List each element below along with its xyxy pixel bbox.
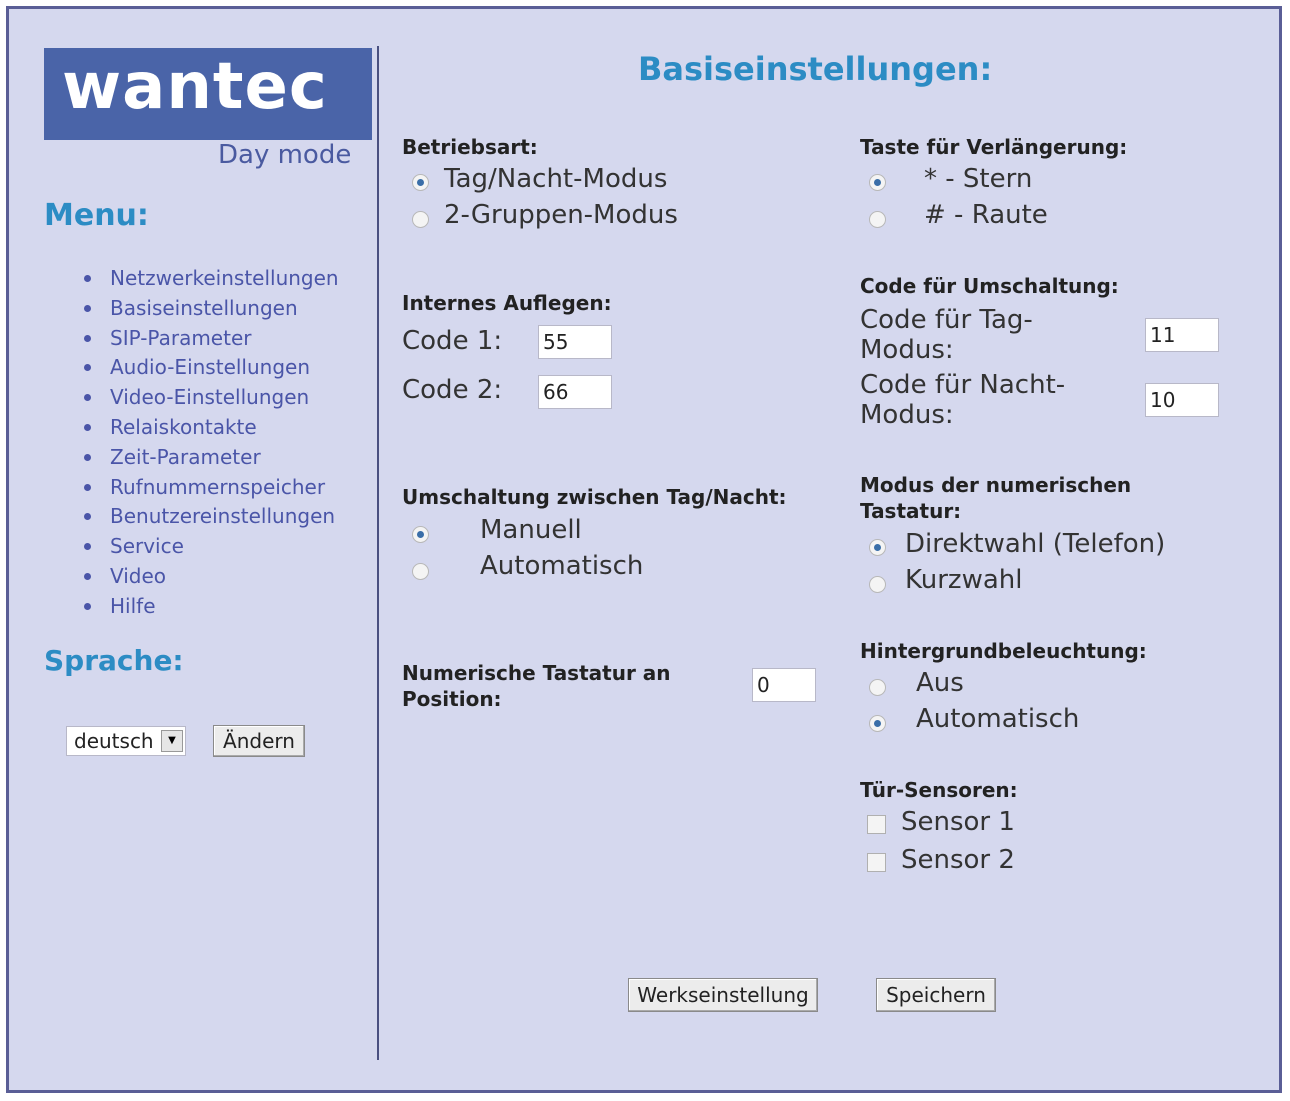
beleuchtung-automatisch-radio[interactable] xyxy=(869,715,886,732)
menu-list xyxy=(78,264,339,622)
betriebsart-label: Betriebsart: xyxy=(402,135,538,159)
menu-link[interactable]: Video xyxy=(110,563,167,588)
code2-label: Code 2: xyxy=(402,375,503,405)
menu-link[interactable]: Basiseinstellungen xyxy=(110,295,298,320)
language-select-value: deutsch xyxy=(74,729,154,753)
dropdown-arrow-icon[interactable]: ▼ xyxy=(161,730,183,752)
menu-item-sip-parameter[interactable] xyxy=(78,324,339,354)
betriebsart-tag-nacht-label: Tag/Nacht-Modus xyxy=(444,164,668,194)
code-tag-label: Code für Tag-Modus: xyxy=(860,305,1033,365)
verlaengerung-raute-radio[interactable] xyxy=(869,211,886,228)
language-select[interactable] xyxy=(66,726,186,756)
menu-item-video[interactable] xyxy=(78,562,339,592)
save-button[interactable]: Speichern xyxy=(876,978,996,1012)
umschaltung-automatisch-label: Automatisch xyxy=(480,551,644,581)
verlaengerung-stern-label: * - Stern xyxy=(924,164,1033,194)
menu-link[interactable]: Rufnummernspeicher xyxy=(110,474,326,499)
bullet-icon xyxy=(84,484,91,491)
menu-item-netzwerkeinstellungen[interactable] xyxy=(78,264,339,294)
betriebsart-tag-nacht-radio[interactable] xyxy=(412,174,429,191)
tastatur-direktwahl-label: Direktwahl (Telefon) xyxy=(905,529,1166,559)
auflegen-label: Internes Auflegen: xyxy=(402,291,612,315)
menu-item-hilfe[interactable] xyxy=(78,592,339,622)
menu-link[interactable]: Netzwerkeinstellungen xyxy=(110,266,339,290)
language-heading: Sprache: xyxy=(44,644,184,677)
sensor-2-checkbox[interactable] xyxy=(867,853,886,872)
menu-item-service[interactable] xyxy=(78,532,339,562)
verlaengerung-label: Taste für Verlängerung: xyxy=(860,135,1128,159)
tastatur-position-input[interactable]: 0 xyxy=(752,668,816,702)
menu-link[interactable]: Video-Einstellungen xyxy=(110,385,310,410)
sensor-1-checkbox[interactable] xyxy=(867,815,886,834)
sensor-1-label: Sensor 1 xyxy=(901,807,1015,837)
umschaltung-manuell-radio[interactable] xyxy=(412,526,429,543)
bullet-icon xyxy=(84,603,91,610)
code-tag-input[interactable]: 11 xyxy=(1145,318,1219,352)
menu-item-zeit-parameter[interactable] xyxy=(78,443,339,473)
menu-link[interactable]: Service xyxy=(110,534,184,559)
bullet-icon xyxy=(84,513,91,520)
bullet-icon xyxy=(84,543,91,550)
menu-link[interactable]: Zeit-Parameter xyxy=(110,444,261,469)
tastatur-kurzwahl-radio[interactable] xyxy=(869,576,886,593)
bullet-icon xyxy=(84,305,91,312)
page-title: Basiseinstellungen: xyxy=(638,50,993,88)
beleuchtung-aus-label: Aus xyxy=(916,668,964,698)
umschaltung-automatisch-radio[interactable] xyxy=(412,563,429,580)
bullet-icon xyxy=(84,275,91,282)
tastatur-modus-label: Modus der numerischen Tastatur: xyxy=(860,473,1132,523)
umschaltung-label: Umschaltung zwischen Tag/Nacht: xyxy=(402,485,787,509)
menu-item-video-einstellungen[interactable] xyxy=(78,383,339,413)
factory-reset-button[interactable]: Werkseinstellung xyxy=(628,978,818,1012)
umschaltung-manuell-label: Manuell xyxy=(480,515,582,545)
bullet-icon xyxy=(84,335,91,342)
bullet-icon xyxy=(84,573,91,580)
menu-heading: Menu: xyxy=(44,198,149,233)
logo: wantec xyxy=(62,50,328,124)
sensor-2-label: Sensor 2 xyxy=(901,845,1015,875)
code2-input[interactable]: 66 xyxy=(538,375,612,409)
menu-item-rufnummernspeicher[interactable] xyxy=(78,473,339,503)
beleuchtung-aus-radio[interactable] xyxy=(869,679,886,696)
bullet-icon xyxy=(84,394,91,401)
code-nacht-label: Code für Nacht-Modus: xyxy=(860,370,1066,430)
betriebsart-2-gruppen-label: 2-Gruppen-Modus xyxy=(444,200,678,230)
day-mode-label: Day mode xyxy=(218,140,352,170)
bullet-icon xyxy=(84,424,91,431)
beleuchtung-label: Hintergrundbeleuchtung: xyxy=(860,639,1147,663)
code-nacht-input[interactable]: 10 xyxy=(1145,383,1219,417)
sidebar-divider xyxy=(377,46,379,1060)
betriebsart-2-gruppen-radio[interactable] xyxy=(412,211,429,228)
menu-item-relaiskontakte[interactable] xyxy=(78,413,339,443)
menu-item-audio-einstellungen[interactable] xyxy=(78,353,339,383)
verlaengerung-stern-radio[interactable] xyxy=(869,174,886,191)
tastatur-kurzwahl-label: Kurzwahl xyxy=(905,565,1023,595)
tastatur-direktwahl-radio[interactable] xyxy=(869,539,886,556)
code1-input[interactable]: 55 xyxy=(538,325,612,359)
menu-link[interactable]: SIP-Parameter xyxy=(110,325,252,350)
beleuchtung-automatisch-label: Automatisch xyxy=(916,704,1080,734)
menu-link[interactable]: Benutzereinstellungen xyxy=(110,504,336,529)
verlaengerung-raute-label: # - Raute xyxy=(924,200,1048,230)
tastatur-position-label: Numerische Tastatur an Position: xyxy=(402,661,671,711)
menu-link[interactable]: Audio-Einstellungen xyxy=(110,355,311,380)
code-umschaltung-label: Code für Umschaltung: xyxy=(860,274,1119,298)
menu-link[interactable]: Relaiskontakte xyxy=(110,414,257,439)
code1-label: Code 1: xyxy=(402,326,503,356)
menu-item-benutzereinstellungen[interactable] xyxy=(78,502,339,532)
change-language-button[interactable]: Ändern xyxy=(213,725,305,757)
bullet-icon xyxy=(84,454,91,461)
bullet-icon xyxy=(84,364,91,371)
sensoren-label: Tür-Sensoren: xyxy=(860,778,1018,802)
menu-link[interactable]: Hilfe xyxy=(110,593,156,618)
menu-item-basiseinstellungen[interactable] xyxy=(78,294,339,324)
